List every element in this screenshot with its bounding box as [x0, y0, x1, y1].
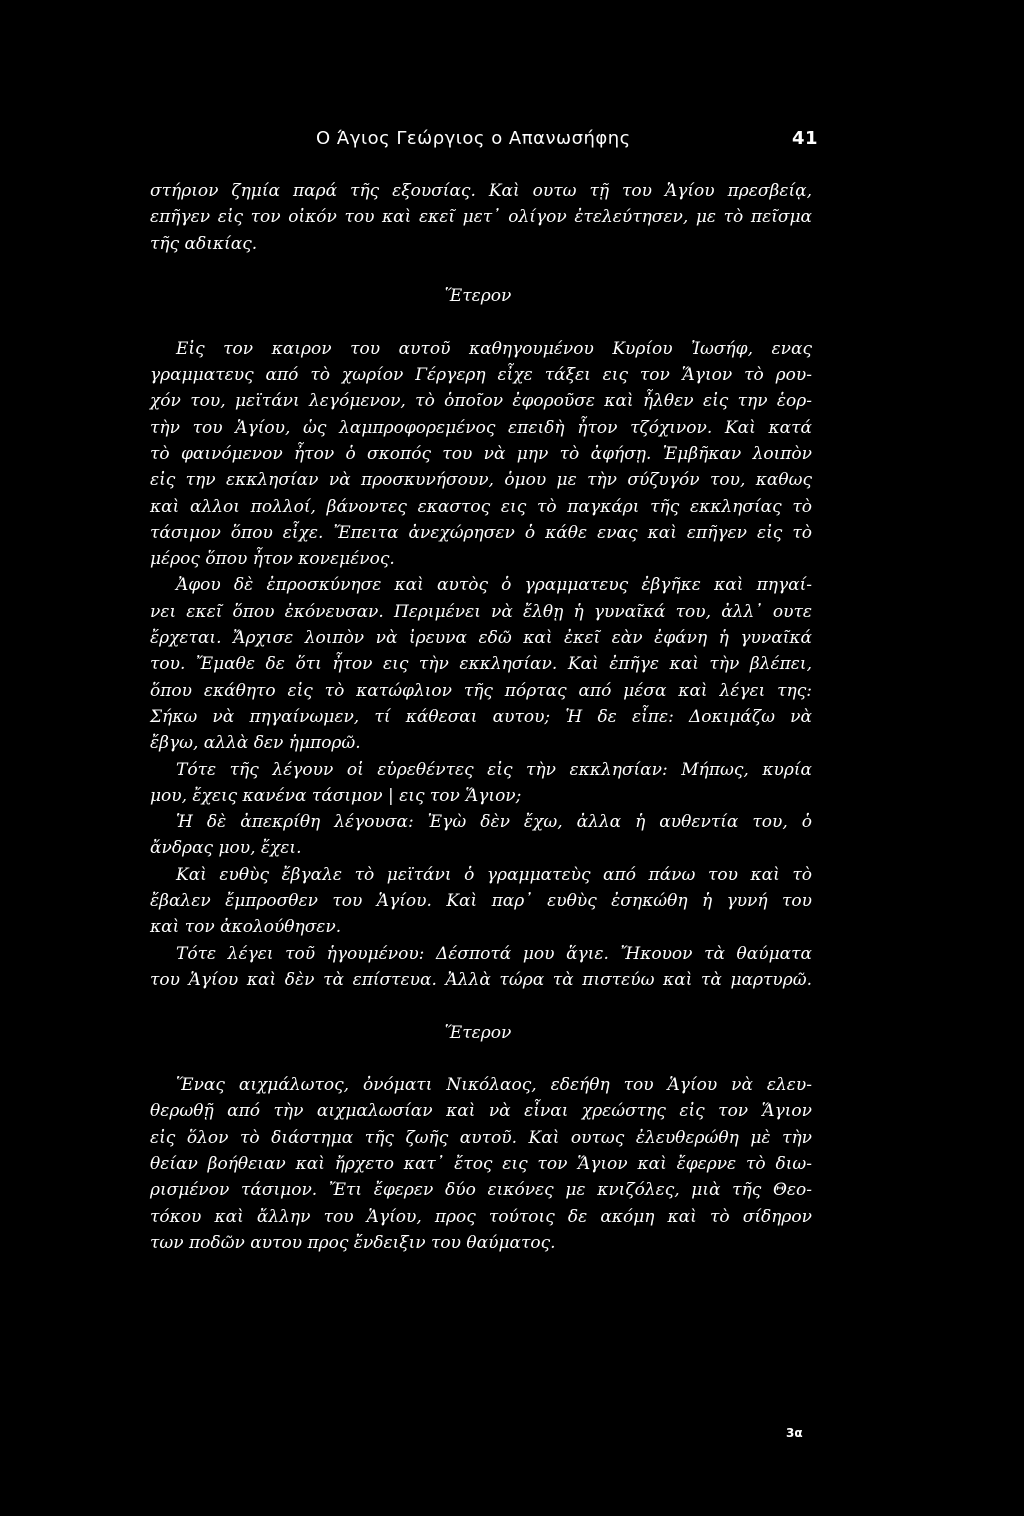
text-line: Τότε τῆς λέγουν οἱ εὑρεθέντες εἰς τὴν εκκλησίαν: Μήπως, κυρία: [176, 759, 812, 780]
text-line: τὴν του Ἁγίου, ὡς λαμπροφορεμένος επειδὴ ἦτον τζόχινον. Καὶ κατά: [150, 417, 812, 438]
text-line: εἰς την εκκλησίαν νὰ προσκυνήσουν, ὁμου με τὴν σύζυγόν του, καθως: [150, 470, 812, 491]
text-line: των ποδῶν αυτου προς ἔνδειξιν του θαύματος.: [150, 1232, 556, 1253]
text-line: χόν του, μεϊτάνι λεγόμενον, τὸ ὁποῖον ἐφοροῦσε καὶ ἦλθεν εἰς την ἑορ-: [150, 391, 812, 412]
text-line: ὅπου εκάθητο εἰς τὸ κατώφλιον τῆς πόρτας από μέσα καὶ λέγει της:: [150, 680, 812, 701]
signature-mark: 3α: [786, 1426, 803, 1440]
page-number: 41: [792, 128, 819, 149]
text-line: ρισμένον τάσιμον. Ἔτι ἔφερεν δύο εικόνες με κνιζόλες, μιὰ τῆς Θεο-: [150, 1180, 812, 1201]
text-line: θερωθῇ από τὴν αιχμαλωσίαν καὶ νὰ εἶναι χρεώστης εἰς τον Ἅγιον: [150, 1101, 812, 1122]
text-line: καὶ αλλοι πολλοί, βάνοντες εκαστος εις τὸ παγκάρι τῆς εκκλησίας τὸ: [150, 496, 812, 517]
text-line: τὸ φαινόμενον ἦτον ὁ σκοπός του νὰ μην τὸ ἀφήσῃ. Ἐμβῆκαν λοιπὸν: [150, 443, 812, 464]
text-line: Εἰς τον καιρον του αυτοῦ καθηγουμένου Κυρίου Ἰωσήφ, ενας: [176, 338, 812, 359]
text-line: του. Ἔμαθε δε ὅτι ἦτον εις τὴν εκκλησίαν. Καὶ ἐπῆγε καὶ τὴν βλέπει,: [150, 654, 812, 675]
text-line: τῆς αδικίας.: [150, 233, 258, 254]
spacer: [150, 309, 812, 335]
text-line: μου, ἔχεις κανένα τάσιμον | εις τον Ἅγιον;: [150, 785, 522, 806]
text-line: ἄνδρας μου, ἔχει.: [150, 838, 302, 859]
running-title: Ο Άγιος Γεώργιος ο Απανωσήφης: [316, 128, 631, 149]
text-line: Ἀφου δὲ ἐπροσκύνησε καὶ αυτὸς ὁ γραμματευς ἐβγῆκε καὶ πηγαί-: [176, 575, 812, 596]
page-body: [150, 178, 812, 1256]
text-line: Τότε λέγει τοῦ ἡγουμένου: Δέσποτά μου ἅγιε. Ἤκουον τὰ θαύματα: [176, 943, 812, 964]
text-line: Ἕνας αιχμάλωτος, ὀνόματι Νικόλαος, εδεήθη του Ἁγίου νὰ ελευ-: [176, 1075, 812, 1096]
text-line: ἔρχεται. Ἄρχισε λοιπὸν νὰ ἰρευνα εδῶ καὶ ἐκεῖ εὰν ἐφάνη ἡ γυναῖκά: [150, 628, 812, 649]
spacer: [150, 993, 812, 1019]
text-line: Ἡ δὲ ἀπεκρίθη λέγουσα: Ἐγὼ δὲν ἔχω, ἀλλα ἡ αυθεντία του, ὁ: [176, 812, 812, 833]
text-line: νει εκεῖ ὅπου ἐκόνευσαν. Περιμένει νὰ ἔλθῃ ἡ γυναῖκά του, ἀλλ᾽ ουτε: [150, 601, 812, 622]
text-line: τάσιμον ὅπου εἶχε. Ἔπειτα ἀνεχώρησεν ὁ κάθε ενας καὶ επῆγεν εἰς τὸ: [150, 522, 812, 543]
text-line: τόκου καὶ ἄλλην του Ἁγίου, προς τούτοις δε ακόμη καὶ τὸ σίδηρον: [150, 1206, 812, 1227]
text-line: καὶ τον ἀκολούθησεν.: [150, 917, 342, 938]
text-line: Καὶ ευθὺς ἔβγαλε τὸ μεϊτάνι ὁ γραμματεὺς από πάνω του καὶ τὸ: [176, 864, 812, 885]
section-heading: Ἕτερον: [444, 1022, 512, 1043]
spacer: [150, 257, 812, 283]
text-line: επῆγεν εἰς τον οἰκόν του καὶ εκεῖ μετ᾽ ολίγον ἐτελεύτησεν, με τὸ πεῖσμα: [150, 207, 812, 228]
text-line: εἰς ὅλον τὸ διάστημα τῆς ζωῆς αυτοῦ. Καὶ ουτως ἐλευθερώθη μὲ τὴν: [150, 1127, 812, 1148]
text-line: στήριον ζημία παρά τῆς εξουσίας. Καὶ ουτω τῇ του Ἁγίου πρεσβείᾳ,: [150, 181, 812, 201]
text-line: γραμματευς από τὸ χωρίον Γέργερη εἶχε τάξει εις τον Ἅγιον τὸ ρου-: [150, 365, 812, 386]
text-line: Σήκω νὰ πηγαίνωμεν, τί κάθεσαι αυτου; Ἡ δε εἶπε: Δοκιμάζω νὰ: [150, 706, 812, 727]
text-line: του Ἁγίου καὶ δὲν τὰ επίστευα. Ἀλλὰ τώρα τὰ πιστεύω καὶ τὰ μαρτυρῶ.: [150, 969, 812, 990]
spacer: [150, 1046, 812, 1072]
text-line: ἔβαλεν ἔμπροσθεν του Ἁγίου. Καὶ παρ᾽ ευθὺς ἐσηκώθη ἡ γυνή του: [150, 891, 812, 912]
section-heading: Ἕτερον: [444, 286, 512, 307]
text-line: ἔβγω, αλλὰ δεν ἠμπορῶ.: [150, 733, 361, 754]
running-header: [316, 128, 819, 149]
text-line: μέρος ὅπου ἦτον κονεμένος.: [150, 549, 395, 570]
text-line: θείαν βοήθειαν καὶ ἤρχετο κατ᾽ ἔτος εις τον Ἅγιον καὶ ἔφερνε τὸ διω-: [150, 1153, 812, 1174]
